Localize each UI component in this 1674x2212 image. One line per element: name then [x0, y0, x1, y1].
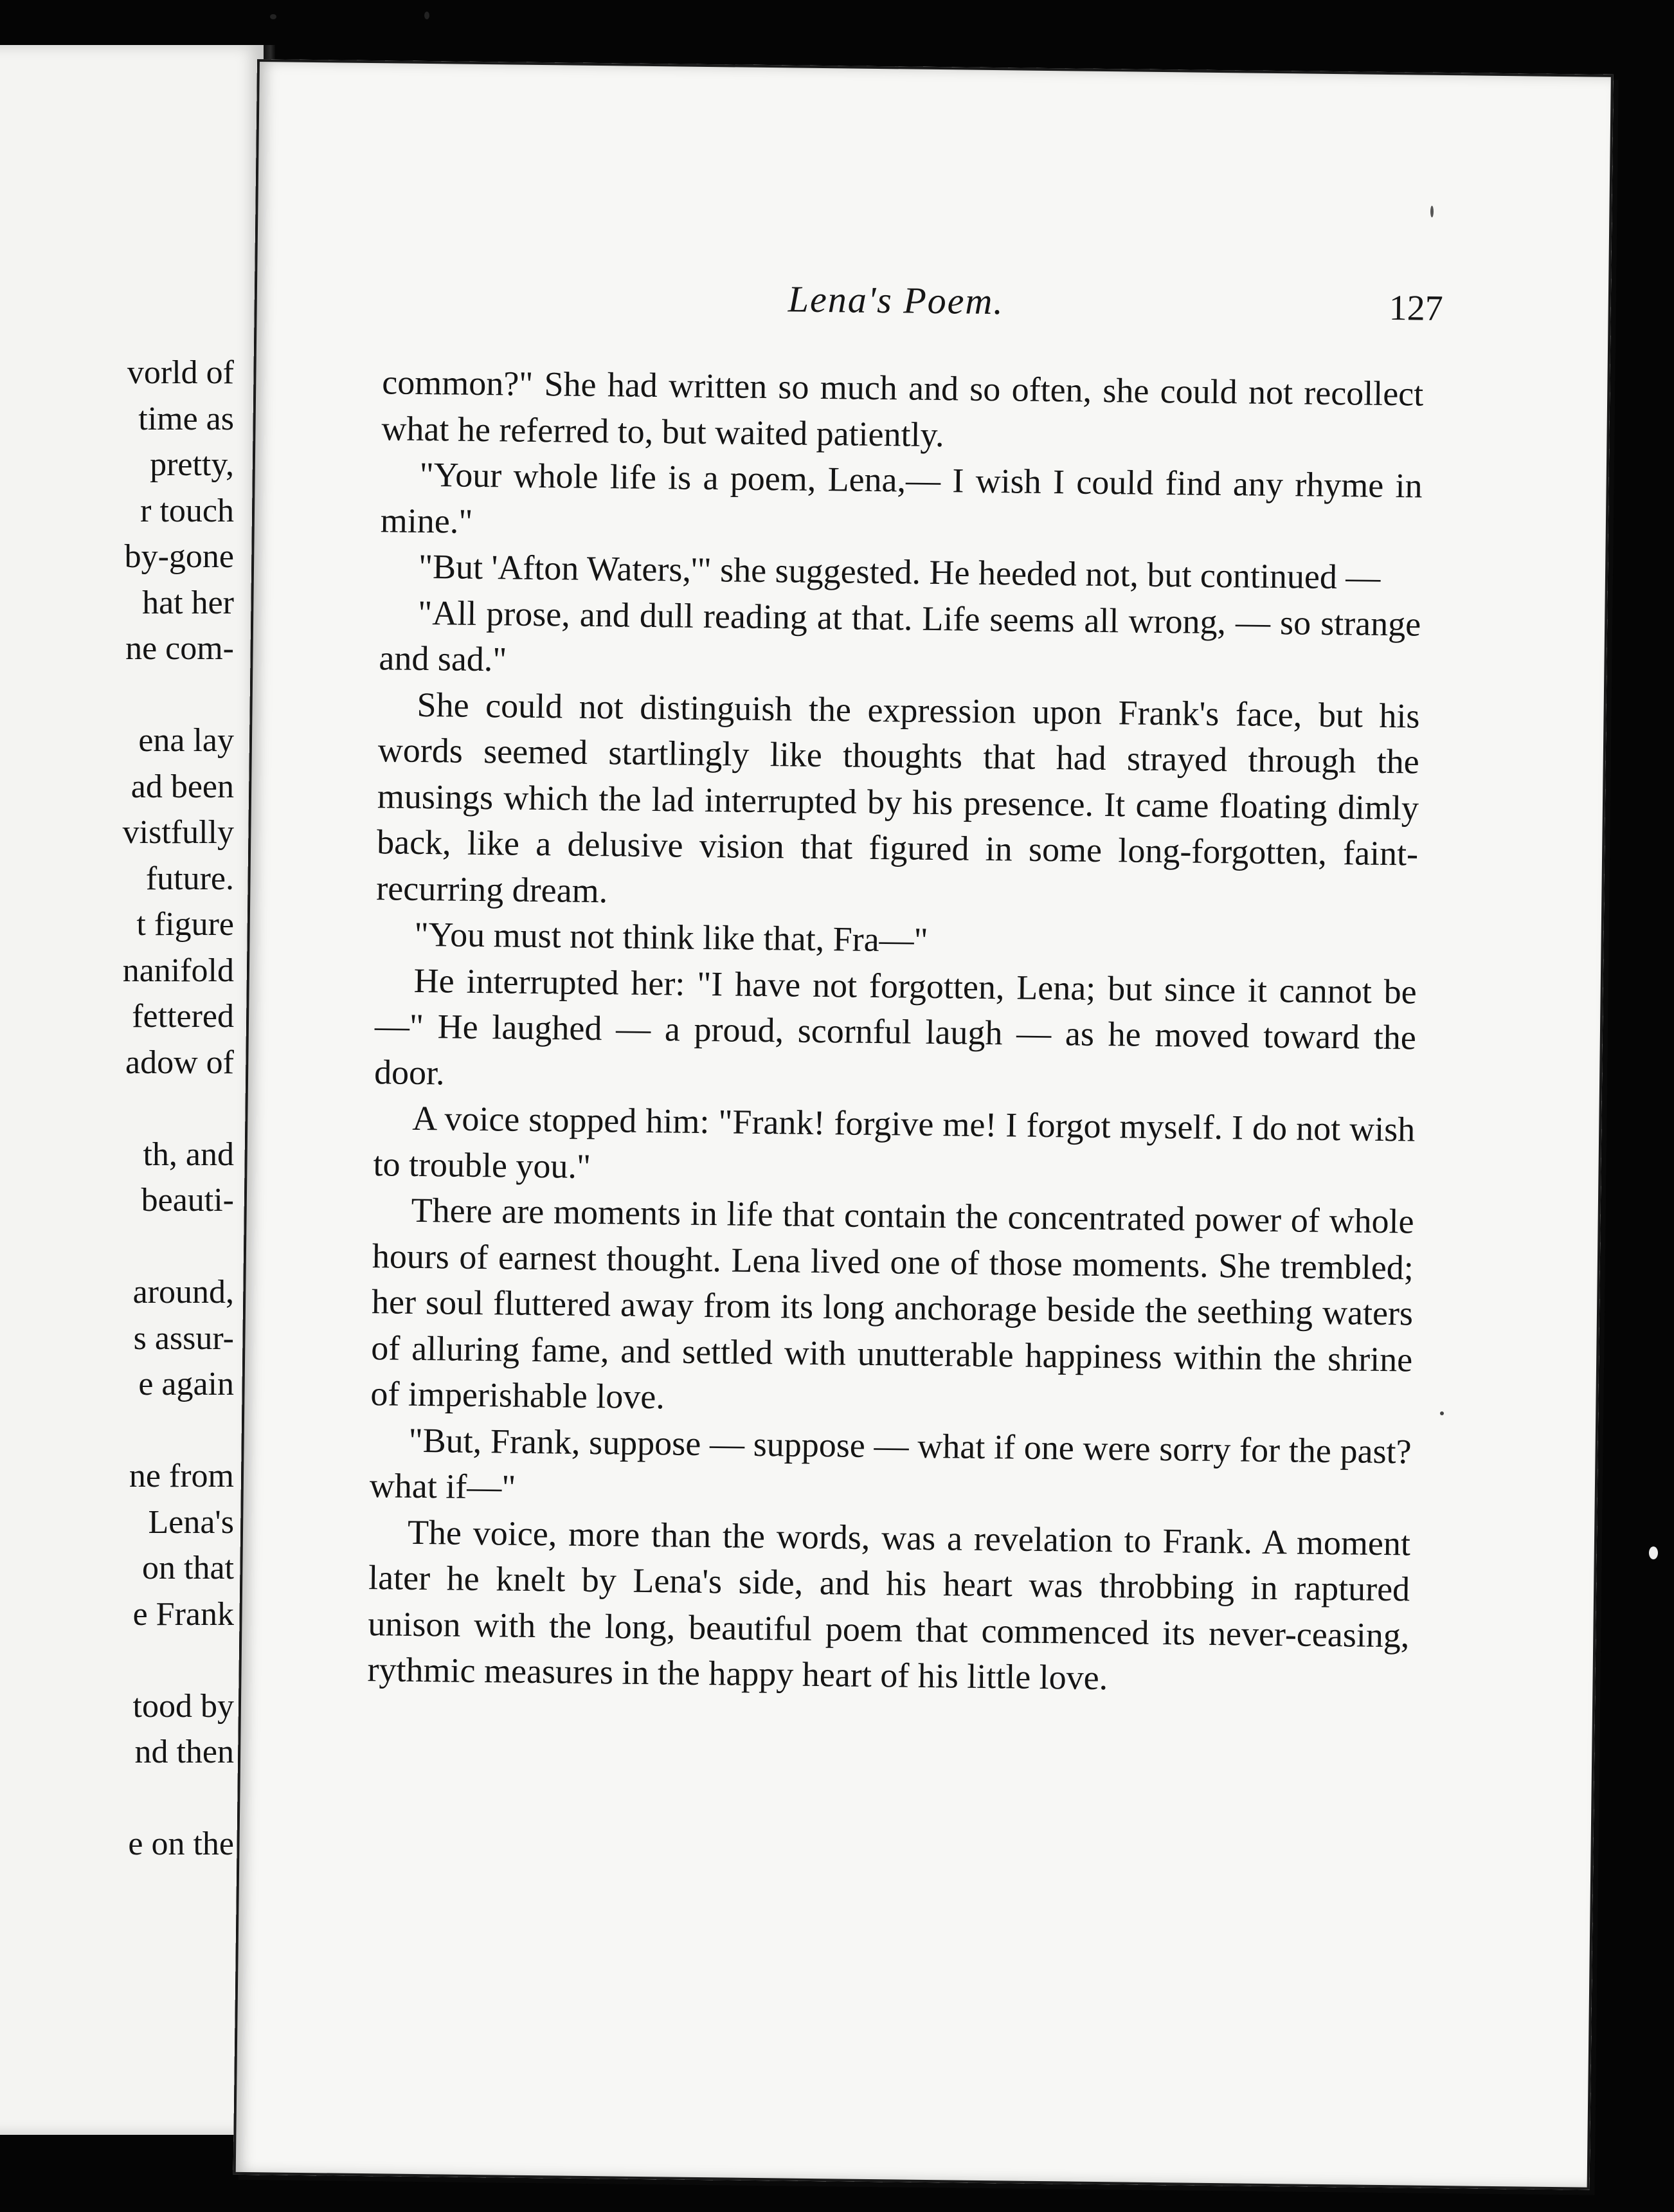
facing-page: [0, 45, 267, 2135]
paragraph: "All prose, and dull reading at that. Life seems all wrong, — so strange and sad.": [379, 593, 1421, 679]
scan-speck: [1430, 206, 1434, 217]
facing-page-line: r touch: [140, 492, 234, 529]
facing-page-line: fettered: [132, 998, 234, 1035]
facing-page-line: e on the: [128, 1826, 234, 1862]
book-page: [233, 59, 1614, 2190]
facing-page-line: future.: [145, 860, 234, 897]
scan-speck: [270, 14, 276, 19]
scan-speck: [1440, 1411, 1444, 1415]
paragraph: There are moments in life that contain the concentrated power of whole hours of earnest thought. Lena lived one of those moments. She trembled; her soul fluttered away from its long anchorage beside the seething waters of alluring fame, and settled with unutterable happiness within the shrine of imperishable love.: [370, 1190, 1414, 1417]
facing-page-line: nd then: [134, 1734, 234, 1770]
facing-page-line: hat her: [142, 584, 234, 621]
facing-page-line: around,: [132, 1274, 234, 1310]
facing-page-line: vistfully: [122, 814, 234, 851]
paragraph: "But, Frank, suppose — suppose — what if one were sorry for the past? what if—": [369, 1420, 1412, 1507]
paragraph: "But 'Afton Waters,'" she suggested. He heeded not, but continued —: [418, 547, 1381, 597]
paragraph: He interrupted her: "I have not forgotten, Lena; but since it cannot be—" He laughed — a proud, scornful laugh — as he moved toward the door.: [374, 961, 1418, 1092]
running-head: Lena's Poem.: [788, 278, 1005, 323]
facing-page-line: by-gone: [124, 538, 234, 575]
scan-speck: [424, 12, 429, 19]
facing-page-line: e again: [138, 1366, 234, 1402]
facing-page-line: tood by: [132, 1687, 234, 1725]
paragraph: She could not distinguish the expression upon Frank's face, but his words seemed startlingly like thoughts that had strayed through the musings which the lad interrupted by his presence. It came floating dimly back, like a delusive vision that figured in some long-forgotten, faint-recurring dream.: [376, 685, 1420, 910]
page-number: 127: [1389, 288, 1444, 329]
facing-page-line: on that: [142, 1550, 234, 1586]
facing-page-line: pretty,: [150, 446, 234, 483]
facing-page-line: vorld of: [127, 354, 234, 391]
paragraph: A voice stopped him: "Frank! forgive me! I forgot myself. I do not wish to trouble you.": [373, 1098, 1416, 1186]
scan-speck: [1649, 1546, 1658, 1559]
facing-page-line: t figure: [136, 906, 234, 943]
paragraph: "You must not think like that, Fra—": [414, 914, 929, 959]
facing-page-line: ne com-: [125, 630, 234, 667]
facing-page-line: s assur-: [133, 1319, 234, 1357]
facing-page-line: ad been: [130, 768, 234, 805]
facing-page-line: nanifold: [122, 952, 234, 989]
facing-page-line: th, and: [143, 1136, 234, 1173]
facing-page-line: ne from: [129, 1458, 234, 1494]
facing-page-line: e Frank: [132, 1595, 234, 1633]
facing-page-line: adow of: [125, 1044, 234, 1081]
paragraph: "Your whole life is a poem, Lena,— I wish I could find any rhyme in mine.": [380, 455, 1423, 541]
facing-page-line: Lena's: [148, 1503, 234, 1541]
paragraph: common?" She had written so much and so often, she could not recollect what he referred to, but waited patiently.: [381, 363, 1424, 454]
paragraph: The voice, more than the words, was a revelation to Frank. A moment later he knelt by Lena's side, and his heart was throbbing in raptured unison with the long, beautiful poem that commenced its never-ceasing, rythmic measures in the happy heart of his little love.: [367, 1512, 1411, 1698]
body-text: [367, 359, 1423, 1705]
facing-page-line: ena lay: [138, 722, 234, 759]
facing-page-line: time as: [138, 400, 234, 437]
facing-page-line: beauti-: [141, 1182, 234, 1219]
